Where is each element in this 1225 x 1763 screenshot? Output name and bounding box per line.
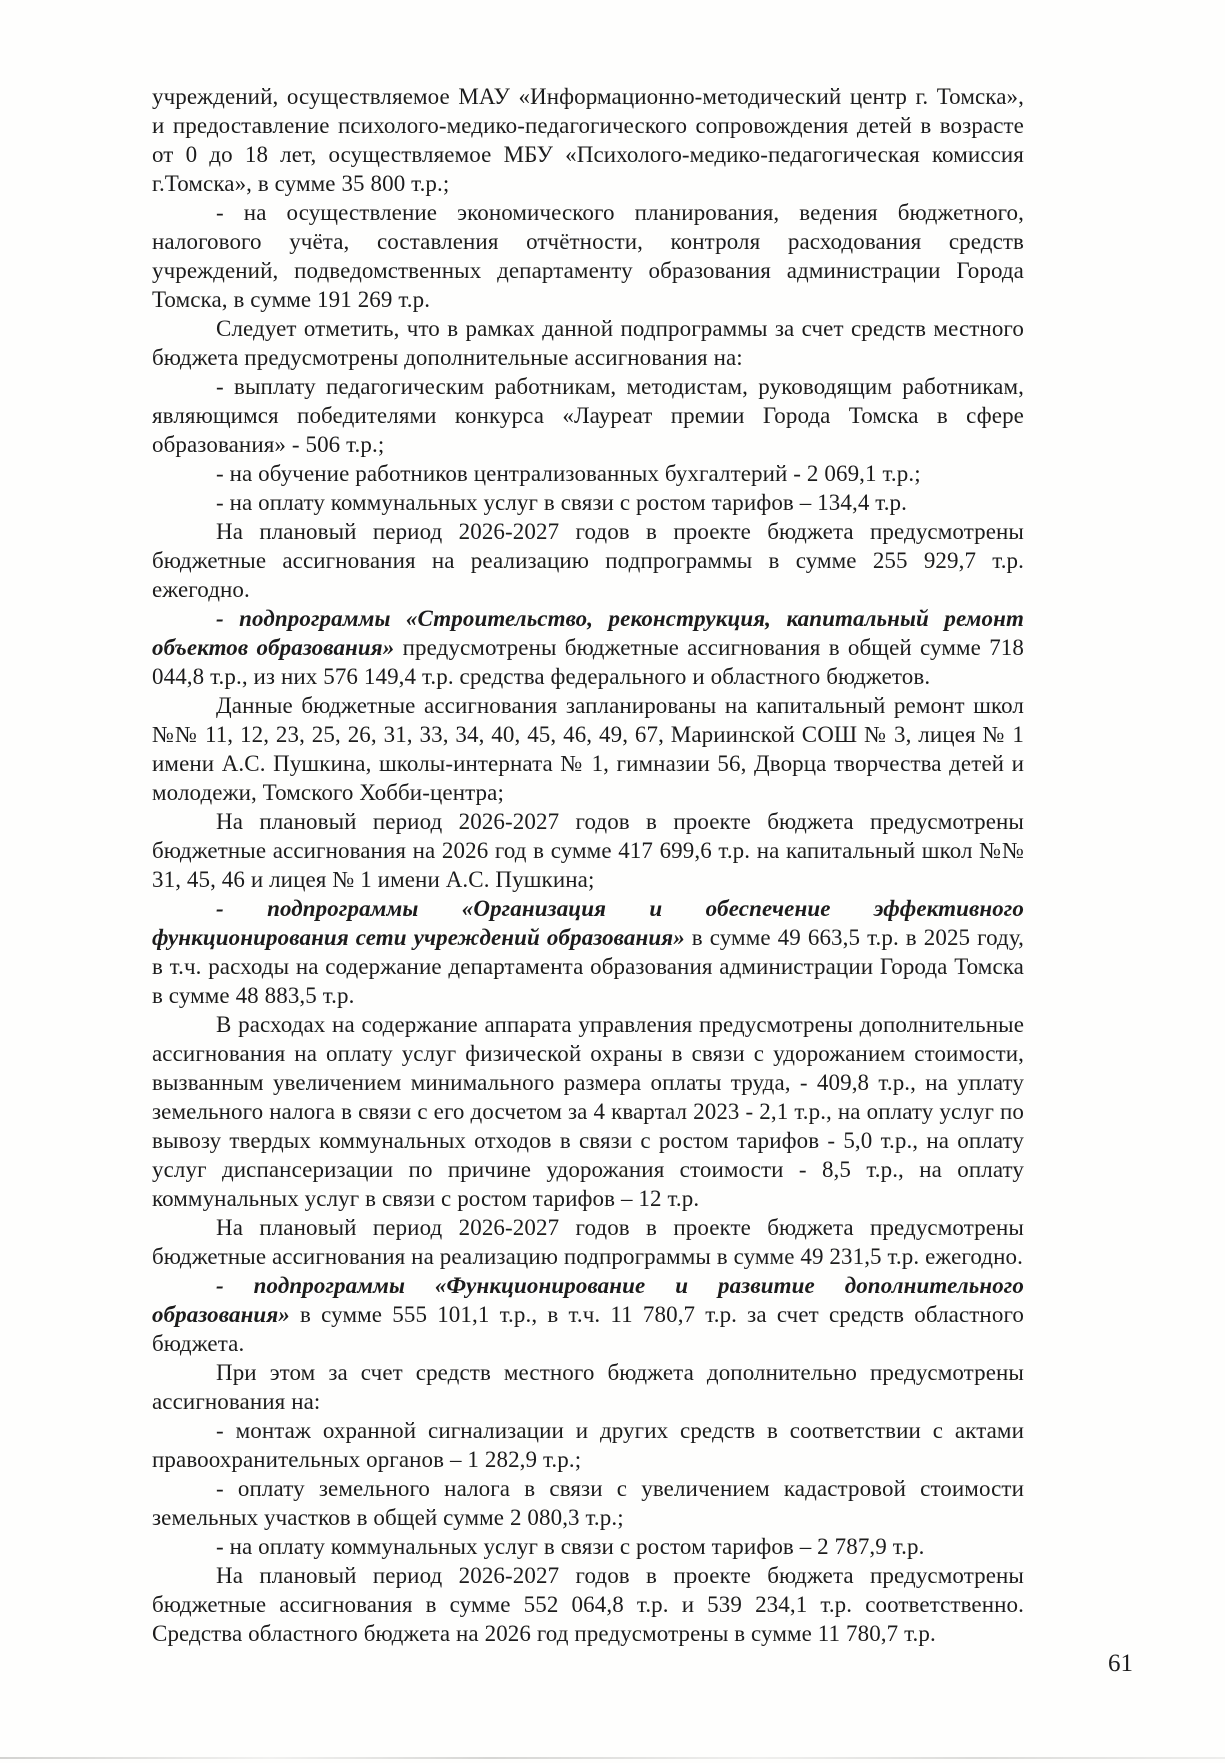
- text-run: Данные бюджетные ассигнования запланированы на капитальный ремонт школ №№ 11, 12, 23, 25, 26, 31, 33, 34, 40, 45, 46, 49, 67, Мариинской СОШ № 3, лицея № 1 имени А.С. Пушкина, школы-интерната № 1, гимназии 56, Дворца творчества детей и молодежи, Томского Хобби-центра;: [152, 693, 1024, 805]
- text-run: В расходах на содержание аппарата управления предусмотрены дополнительные ассигнования на оплату услуг физической охраны в связи с удорожанием стоимости, вызванным увеличением минимального размера оплаты труда, - 409,8 т.р., на уплату земельного налога в связи с его досчетом за 4 квартал 2023 - 2,1 т.р., на оплату услуг по вывозу твердых коммунальных отходов в связи с ростом тарифов - 5,0 т.р., на оплату услуг диспансеризации по причине удорожания стоимости - 8,5 т.р., на оплату коммунальных услуг в связи с ростом тарифов – 12 т.р.: [152, 1012, 1024, 1211]
- text-run: При этом за счет средств местного бюджета дополнительно предусмотрены ассигнования на:: [152, 1360, 1024, 1414]
- text-run: - на осуществление экономического планирования, ведения бюджетного, налогового учёта, составления отчётности, контроля расходования средств учреждений, подведомственных департаменту образования администрации Города Томска, в сумме 191 269 т.р.: [152, 200, 1024, 312]
- paragraph: [152, 517, 1024, 604]
- text-run: На плановый период 2026-2027 годов в проекте бюджета предусмотрены бюджетные ассигнования на реализацию подпрограммы в сумме 49 231,5 т.р. ежегодно.: [152, 1215, 1024, 1269]
- paragraph: [152, 691, 1024, 807]
- paragraph: [152, 1010, 1024, 1213]
- paragraph: [152, 604, 1024, 691]
- paragraph: [152, 198, 1024, 314]
- text-run: - на обучение работников централизованных бухгалтерий - 2 069,1 т.р.;: [216, 461, 921, 486]
- text-run: - на оплату коммунальных услуг в связи с ростом тарифов – 2 787,9 т.р.: [216, 1534, 925, 1559]
- text-run: - подпрограммы «Строительство, реконструкция, капитальный ремонт объектов образования»: [152, 606, 1024, 660]
- paragraph: [152, 314, 1024, 372]
- text-run: предусмотрены бюджетные ассигнования в общей сумме 718 044,8 т.р., из них 576 149,4 т.р. средства федерального и областного бюджетов.: [152, 635, 1024, 689]
- paragraph: [152, 1416, 1024, 1474]
- paragraph: [152, 1474, 1024, 1532]
- text-run: На плановый период 2026-2027 годов в проекте бюджета предусмотрены бюджетные ассигнования на реализацию подпрограммы в сумме 255 929,7 т.р. ежегодно.: [152, 519, 1024, 602]
- paragraph: [152, 459, 1024, 488]
- text-run: учреждений, осуществляемое МАУ «Информационно-методический центр г. Томска», и предоставление психолого-медико-педагогического сопровождения детей в возрасте от 0 до 18 лет, осуществляемое МБУ «Психолого-медико-педагогическая комиссия г.Томска», в сумме 35 800 т.р.;: [152, 84, 1024, 196]
- paragraph: [152, 82, 1024, 198]
- text-run: - монтаж охранной сигнализации и других средств в соответствии с актами правоохранительных органов – 1 282,9 т.р.;: [152, 1418, 1024, 1472]
- text-run: - выплату педагогическим работникам, методистам, руководящим работникам, являющимся победителями конкурса «Лауреат премии Города Томска в сфере образования» - 506 т.р.;: [152, 374, 1024, 457]
- text-run: - подпрограммы «Организация и обеспечение эффективного функционирования сети учреждений образования»: [152, 896, 1024, 950]
- text-run: - оплату земельного налога в связи с увеличением кадастровой стоимости земельных участков в общей сумме 2 080,3 т.р.;: [152, 1476, 1024, 1530]
- paragraph: [152, 1532, 1024, 1561]
- paragraph: [152, 1561, 1024, 1648]
- paragraph: [152, 1358, 1024, 1416]
- text-run: в сумме 555 101,1 т.р., в т.ч. 11 780,7 т.р. за счет средств областного бюджета.: [152, 1302, 1025, 1356]
- text-run: На плановый период 2026-2027 годов в проекте бюджета предусмотрены бюджетные ассигнования на 2026 год в сумме 417 699,6 т.р. на капитальный школ №№ 31, 45, 46 и лицея № 1 имени А.С. Пушкина;: [152, 809, 1024, 892]
- text-run: - подпрограммы «Функционирование и развитие дополнительного образования»: [152, 1273, 1024, 1327]
- text-run: - на оплату коммунальных услуг в связи с ростом тарифов – 134,4 т.р.: [216, 490, 908, 515]
- scan-artifact-bottom-edge: [0, 1757, 1225, 1759]
- text-run: в сумме 49 663,5 т.р. в 2025 году, в т.ч. расходы на содержание департамента образования администрации Города Томска в сумме 48 883,5 т.р.: [152, 925, 1024, 1008]
- text-run: Следует отметить, что в рамках данной подпрограммы за счет средств местного бюджета предусмотрены дополнительные ассигнования на:: [152, 316, 1024, 370]
- paragraph: [152, 1213, 1024, 1271]
- text-run: На плановый период 2026-2027 годов в проекте бюджета предусмотрены бюджетные ассигнования в сумме 552 064,8 т.р. и 539 234,1 т.р. соответственно. Средства областного бюджета на 2026 год предусмотрены в сумме 11 780,7 т.р.: [152, 1563, 1024, 1646]
- paragraph: [152, 372, 1024, 459]
- paragraph: [152, 1271, 1024, 1358]
- paragraph: [152, 807, 1024, 894]
- document-body: [152, 82, 1024, 1648]
- paragraph: [152, 894, 1024, 1010]
- page-number: 61: [1108, 1650, 1133, 1677]
- paragraph: [152, 488, 1024, 517]
